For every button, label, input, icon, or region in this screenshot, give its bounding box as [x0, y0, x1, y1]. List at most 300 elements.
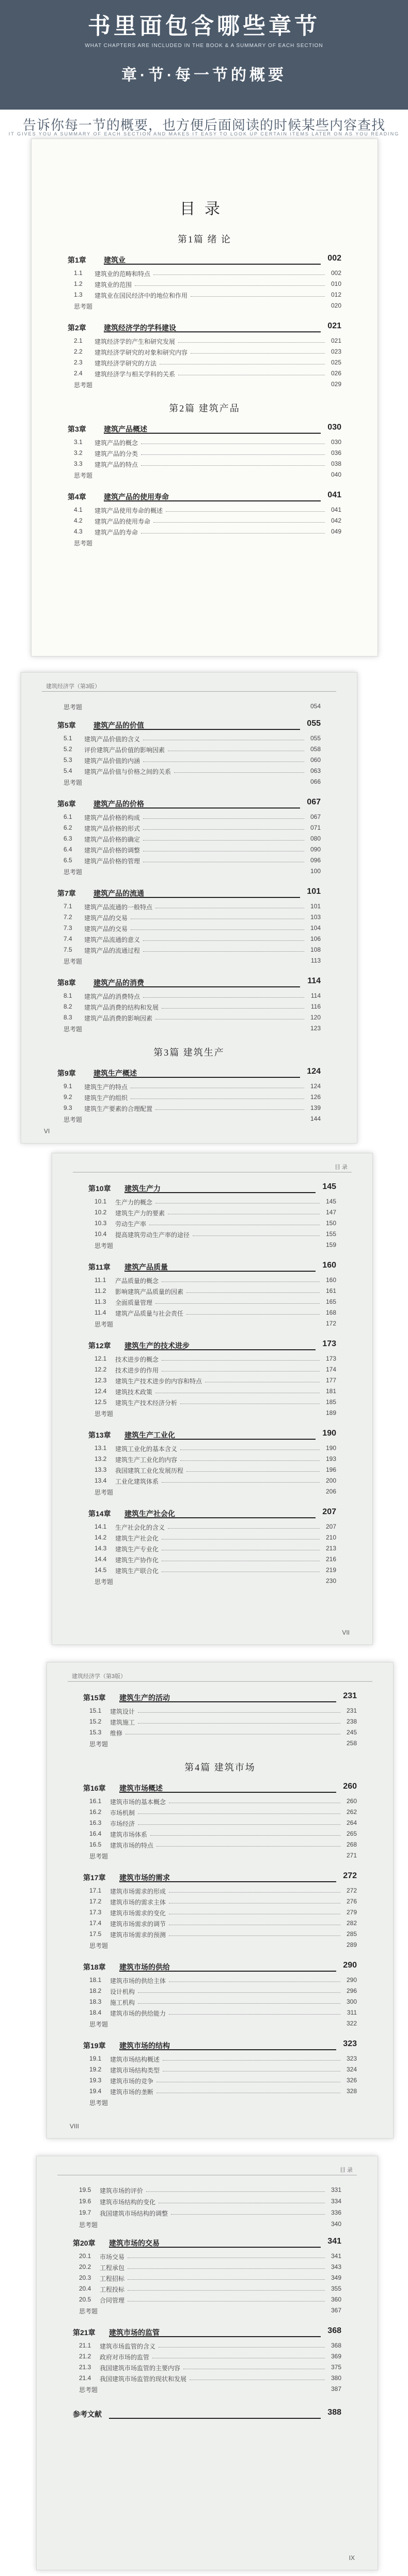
chapter-rule	[104, 331, 321, 332]
toc-chapter-title: 建筑产品的价格	[93, 800, 144, 808]
toc-chapter-title: 建筑市场的供给	[119, 1963, 170, 1971]
toc-section-title: 技术进步的作用	[115, 1367, 159, 1374]
toc-chapter-row[interactable]	[83, 1962, 357, 1973]
toc-chapter-row[interactable]	[57, 888, 321, 900]
toc-exercise-row	[64, 1115, 321, 1124]
toc-section-page: 023	[331, 348, 341, 355]
dot-leader	[162, 1360, 320, 1361]
chapter-rule	[124, 1517, 316, 1518]
dot-leader	[162, 1482, 320, 1483]
toc-section-title: 建筑生产力的要素	[115, 1210, 165, 1217]
toc-section-page: 116	[310, 1003, 321, 1010]
toc-section-row	[64, 835, 321, 844]
chapter-rule	[124, 1271, 316, 1272]
dot-leader	[155, 1109, 304, 1110]
toc-section-row	[89, 1976, 357, 1986]
toc-exercise-page: 066	[310, 778, 321, 785]
toc-section-title: 建筑产品的交易	[84, 914, 128, 922]
toc-section-page: 021	[331, 337, 341, 344]
toc-references-row[interactable]	[73, 2409, 341, 2420]
toc-chapter-title: 建筑生产的活动	[119, 1694, 170, 1702]
toc-chapter-number: 第16章	[83, 1784, 106, 1792]
dot-leader	[162, 1008, 304, 1009]
toc-chapter-number: 第5章	[57, 721, 76, 729]
toc-section-row	[95, 1220, 336, 1229]
toc-chapter-title: 建筑产品的价值	[93, 721, 144, 729]
toc-section-row	[79, 2209, 341, 2218]
toc-section-number: 11.1	[95, 1276, 106, 1284]
toc-section-title: 建筑业的范围	[95, 281, 132, 288]
toc-exercise-label: 思考题	[64, 1116, 83, 1123]
toc-section-row	[89, 2009, 357, 2018]
toc-chapter-row[interactable]	[83, 2040, 357, 2052]
toc-chapter-page: 260	[343, 1782, 357, 1791]
toc-section-number: 20.1	[79, 2252, 91, 2260]
toc-section-page: 279	[346, 1909, 357, 1916]
toc-section-number: 8.3	[64, 1014, 72, 1021]
toc-section-row	[74, 528, 341, 537]
toc-section-row	[64, 1104, 321, 1114]
toc-section-number: 11.3	[95, 1298, 106, 1305]
toc-section-title: 建筑产品价格的管理	[84, 858, 140, 865]
toc-section-title: 我国建筑工业化发展历程	[115, 1467, 184, 1474]
toc-section-row	[74, 449, 341, 459]
toc-section-page: 145	[325, 1198, 336, 1205]
toc-references-page: 388	[327, 2408, 341, 2417]
toc-section-row	[79, 2186, 341, 2196]
toc-section-number: 6.3	[64, 835, 72, 842]
toc-chapter-page: 368	[327, 2326, 341, 2335]
toc-section-title: 建筑生产工业化的内容	[115, 1456, 178, 1464]
toc-section-row	[95, 1455, 336, 1465]
toc-section-title: 建筑市场的供给能力	[110, 2010, 166, 2017]
toc-section-page: 262	[346, 1808, 357, 1816]
toc-section-row	[95, 1534, 336, 1543]
toc-section-row	[95, 1545, 336, 1554]
toc-section-row	[64, 1003, 321, 1012]
toc-section-row	[74, 438, 341, 448]
toc-section-page: 276	[346, 1898, 357, 1905]
toc-section-page: 002	[331, 269, 341, 277]
toc-section-page: 360	[331, 2296, 341, 2303]
toc-section-number: 16.2	[89, 1808, 102, 1816]
running-head: 目 录	[339, 2167, 353, 2173]
toc-section-title: 建筑经济学的产生和研究发展	[95, 338, 176, 345]
book-page	[36, 2156, 378, 2570]
toc-exercise-row	[74, 471, 341, 480]
toc-section-row	[89, 2087, 357, 2097]
toc-section-title: 建筑市场需求的调节	[110, 1920, 166, 1928]
toc-section-page: 090	[310, 846, 321, 853]
dot-leader	[131, 929, 304, 930]
toc-section-number: 13.3	[95, 1466, 107, 1473]
toc-exercise-label: 思考题	[79, 2386, 98, 2394]
toc-section-page: 139	[310, 1104, 321, 1111]
dot-leader	[169, 2014, 340, 2015]
toc-chapter-title: 建筑生产的技术进步	[124, 1342, 190, 1350]
toc-section-title: 建筑产品价值与价格之间的关系	[84, 768, 171, 775]
toc-section-number: 6.1	[64, 813, 72, 820]
chapter-rule	[104, 264, 321, 265]
chapter-rule	[109, 2247, 321, 2248]
toc-chapter-number: 第11章	[88, 1263, 111, 1271]
toc-section-title: 影响建筑产品质量的因素	[115, 1288, 184, 1295]
chapter-rule	[124, 1439, 316, 1440]
toc-section-number: 15.2	[89, 1718, 102, 1725]
toc-section-number: 20.4	[79, 2285, 91, 2292]
toc-chapter-page: 323	[343, 2039, 357, 2048]
toc-exercise-label: 思考题	[79, 2221, 98, 2229]
toc-chapter-page: 055	[307, 719, 321, 728]
toc-section-row	[64, 1093, 321, 1103]
dot-leader	[159, 2347, 325, 2348]
toc-section-page: 155	[325, 1230, 336, 1238]
toc-exercise-page: 271	[346, 1852, 357, 1859]
toc-section-number: 10.2	[95, 1209, 107, 1216]
toc-exercise-label: 思考题	[95, 1321, 114, 1328]
toc-chapter-row[interactable]	[68, 492, 341, 503]
toc-chapter-title: 建筑市场的交易	[109, 2239, 160, 2247]
toc-section-title: 建筑生产协作化	[115, 1557, 159, 1564]
page-number: VII	[342, 1629, 350, 1636]
toc-section-row	[79, 2198, 341, 2207]
toc-section-number: 21.1	[79, 2342, 91, 2349]
toc-section-page: 355	[331, 2285, 341, 2292]
toc-section-row	[64, 735, 321, 744]
toc-section-title: 市场经济	[110, 1820, 135, 1827]
toc-references-label: 参考文献	[73, 2410, 102, 2418]
toc-exercise-row	[74, 380, 341, 390]
toc-chapter-number: 第18章	[83, 1963, 106, 1971]
toc-exercise-page: 289	[346, 1941, 357, 1948]
toc-section-number: 14.3	[95, 1545, 107, 1552]
toc-section-page: 349	[331, 2274, 341, 2281]
toc-section-page: 177	[325, 1377, 336, 1384]
toc-chapter-row[interactable]	[57, 978, 321, 989]
toc-chapter-row[interactable]	[88, 1430, 336, 1441]
toc-chapter-row[interactable]	[57, 799, 321, 810]
toc-section-number: 2.2	[74, 348, 83, 355]
page-number: VI	[44, 1127, 50, 1135]
toc-section-page: 265	[346, 1830, 357, 1837]
toc-chapter-row[interactable]	[73, 2327, 341, 2339]
dot-leader	[143, 818, 304, 819]
toc-section-row	[95, 1466, 336, 1475]
toc-chapter-title: 建筑产品质量	[124, 1263, 168, 1271]
toc-chapter-page: 207	[322, 1507, 336, 1516]
dot-leader	[153, 522, 325, 523]
toc-section-title: 工业化建筑体系	[115, 1478, 159, 1485]
toc-section-page: 268	[346, 1841, 357, 1848]
toc-section-title: 建筑市场的竞争	[110, 2078, 154, 2085]
toc-section-title: 建筑市场的垄断	[110, 2089, 154, 2096]
toc-section-page: 036	[331, 449, 341, 456]
toc-exercise-row	[95, 1409, 336, 1419]
toc-exercise-label: 思考题	[89, 2021, 108, 2028]
toc-section-title: 我国建筑市场监管的主要内容	[100, 2365, 181, 2372]
toc-section-page: 324	[346, 2066, 357, 2073]
toc-section-title: 市场交易	[100, 2253, 125, 2261]
toc-section-title: 建筑产品价格的调整	[84, 847, 140, 854]
toc-section-title: 建筑市场的供给主体	[110, 1977, 166, 1985]
toc-exercise-row	[64, 778, 321, 787]
toc-section-row	[74, 506, 341, 515]
toc-section-number: 2.4	[74, 370, 83, 377]
dot-leader	[168, 1528, 320, 1529]
toc-section-number: 8.1	[64, 992, 72, 999]
toc-section-row	[95, 1566, 336, 1576]
toc-section-title: 技术进步的概念	[115, 1356, 159, 1363]
hero-banner	[0, 0, 408, 110]
toc-section-number: 17.3	[89, 1909, 102, 1916]
toc-section-number: 12.2	[95, 1366, 107, 1373]
running-head: 建筑经济学（第3版）	[72, 1673, 127, 1680]
toc-chapter-number: 第4章	[68, 493, 86, 501]
toc-section-title: 建筑市场体系	[110, 1831, 148, 1838]
toc-section-number: 6.2	[64, 824, 72, 831]
toc-heading: 目录	[180, 201, 229, 218]
toc-section-page: 219	[325, 1566, 336, 1574]
toc-section-page: 096	[310, 857, 321, 864]
dot-leader	[191, 353, 325, 354]
toc-chapter-number: 第10章	[88, 1184, 111, 1193]
toc-exercise-label: 思考题	[74, 382, 93, 389]
toc-section-title: 建筑市场需求的预测	[110, 1931, 166, 1939]
toc-chapter-row[interactable]	[83, 1693, 357, 1704]
dot-leader	[171, 2214, 325, 2215]
toc-section-page: 290	[346, 1976, 357, 1984]
toc-section-number: 8.2	[64, 1003, 72, 1010]
toc-section-number: 14.1	[95, 1523, 107, 1530]
toc-section-title: 建筑市场的需求主体	[110, 1899, 166, 1906]
toc-section-page: 341	[331, 2252, 341, 2260]
toc-section-title: 市场机制	[110, 1809, 135, 1817]
dot-leader	[138, 2003, 340, 2004]
dot-leader	[128, 2290, 325, 2291]
toc-section-row	[95, 1209, 336, 1218]
toc-section-title: 建筑产品价格的确定	[84, 836, 140, 843]
toc-chapter-row[interactable]	[88, 1183, 336, 1195]
toc-section-row	[89, 1808, 357, 1818]
toc-section-page: 238	[346, 1718, 357, 1725]
toc-section-page: 231	[346, 1707, 357, 1714]
toc-section-row	[74, 280, 341, 289]
toc-chapter-number: 第9章	[57, 1069, 76, 1077]
toc-chapter-page: 114	[307, 977, 321, 985]
toc-section-number: 21.2	[79, 2353, 91, 2360]
toc-section-row	[64, 813, 321, 822]
dot-leader	[138, 1813, 340, 1814]
toc-part-heading: 第4篇 建筑市场	[184, 1762, 256, 1773]
toc-section-title: 建筑生产的特点	[84, 1084, 128, 1091]
toc-section-row	[79, 2252, 341, 2262]
toc-chapter-row[interactable]	[88, 1508, 336, 1520]
chapter-rule	[119, 2049, 336, 2050]
toc-section-title: 建筑产品的概念	[95, 439, 138, 447]
toc-section-title: 建筑市场的特点	[110, 1842, 154, 1849]
toc-section-number: 5.4	[64, 767, 72, 774]
toc-exercise-page: 040	[331, 471, 341, 478]
toc-chapter-row[interactable]	[68, 424, 341, 435]
page-number: IX	[349, 2554, 355, 2562]
dot-leader	[155, 1303, 320, 1304]
toc-section-page: 120	[310, 1014, 321, 1021]
toc-section-title: 建筑生产技术经济分析	[115, 1399, 178, 1407]
toc-section-number: 7.5	[64, 946, 72, 953]
toc-section-number: 15.3	[89, 1729, 102, 1736]
toc-section-page: 114	[310, 992, 321, 999]
toc-chapter-row[interactable]	[57, 720, 321, 731]
book-page	[46, 1662, 394, 2139]
dot-leader	[166, 511, 325, 512]
toc-section-page: 328	[346, 2087, 357, 2095]
toc-exercise-row	[95, 1320, 336, 1329]
toc-section-number: 16.4	[89, 1830, 102, 1837]
toc-chapter-number: 第1章	[68, 256, 86, 264]
toc-section-title: 建筑产品价值的内涵	[84, 757, 140, 765]
toc-section-row	[89, 1919, 357, 1929]
toc-section-title: 建筑产品流通的一般特点	[84, 904, 153, 911]
toc-section-page: 323	[346, 2055, 357, 2062]
chapter-rule	[119, 1881, 336, 1882]
chapter-rule	[93, 1077, 300, 1078]
toc-chapter-page: 145	[322, 1182, 336, 1191]
toc-section-row	[79, 2274, 341, 2283]
toc-section-number: 7.1	[64, 903, 72, 910]
toc-section-row	[79, 2296, 341, 2305]
dot-leader	[143, 997, 304, 998]
toc-section-row	[64, 756, 321, 766]
toc-section-row	[95, 1523, 336, 1532]
toc-section-number: 14.5	[95, 1566, 107, 1574]
toc-section-page: 030	[331, 438, 341, 446]
toc-section-row	[64, 846, 321, 855]
toc-section-page: 108	[310, 946, 321, 953]
toc-chapter-title: 建筑市场概述	[119, 1784, 163, 1792]
toc-exercise-label: 思考题	[74, 540, 93, 547]
toc-section-number: 1.1	[74, 269, 83, 277]
toc-chapter-title: 建筑生产力	[124, 1184, 161, 1193]
toc-section-number: 19.2	[89, 2066, 102, 2073]
book-page	[31, 139, 378, 657]
dot-leader	[138, 1824, 340, 1825]
toc-section-title: 建筑经济学研究的对象和研究内容	[95, 349, 188, 356]
toc-section-row	[64, 1014, 321, 1023]
toc-section-row	[89, 1830, 357, 1839]
dot-leader	[128, 2279, 325, 2280]
toc-section-number: 5.1	[64, 735, 72, 742]
toc-section-row	[79, 2364, 341, 2373]
toc-section-number: 19.7	[79, 2209, 91, 2216]
toc-section-page: 042	[331, 517, 341, 524]
toc-section-page: 067	[310, 813, 321, 820]
toc-section-number: 17.1	[89, 1887, 102, 1894]
chapter-rule	[109, 2418, 321, 2419]
toc-section-title: 建筑产品的寿命	[95, 529, 138, 536]
toc-section-page: 300	[346, 1998, 357, 2005]
dot-leader	[141, 454, 325, 455]
running-head: 建筑经济学（第3版）	[46, 683, 101, 690]
toc-section-row	[74, 460, 341, 469]
dot-leader	[186, 1292, 320, 1293]
toc-exercise-row	[89, 2098, 357, 2108]
toc-section-page: 334	[331, 2198, 341, 2205]
running-head: 目 录	[334, 1164, 348, 1170]
toc-section-page: 101	[310, 903, 321, 910]
toc-chapter-title: 建筑业	[104, 256, 125, 264]
toc-chapter-row[interactable]	[68, 323, 341, 334]
toc-section-title: 合同管理	[100, 2297, 125, 2304]
toc-section-row	[95, 1388, 336, 1397]
toc-exercise-page: 189	[325, 1409, 336, 1416]
toc-section-number: 12.4	[95, 1388, 107, 1395]
toc-section-number: 20.2	[79, 2263, 91, 2270]
toc-section-number: 6.4	[64, 846, 72, 853]
toc-section-row	[64, 745, 321, 755]
page-number: VIII	[70, 2123, 80, 2130]
toc-exercise-page: 322	[346, 2020, 357, 2027]
toc-chapter-title: 建筑产品的流通	[93, 889, 144, 897]
toc-section-row	[95, 1309, 336, 1318]
toc-section-page: 264	[346, 1819, 357, 1826]
toc-section-number: 10.3	[95, 1220, 107, 1227]
toc-section-title: 政府对市场的监管	[100, 2354, 150, 2361]
toc-chapter-row[interactable]	[73, 2238, 341, 2249]
toc-section-title: 劳动生产率	[115, 1221, 147, 1228]
toc-section-page: 343	[331, 2263, 341, 2270]
toc-chapter-row[interactable]	[83, 1872, 357, 1884]
toc-section-page: 369	[331, 2353, 341, 2360]
toc-chapter-row[interactable]	[68, 255, 341, 266]
toc-exercise-row	[64, 703, 321, 712]
dot-leader	[143, 951, 304, 952]
toc-section-number: 19.1	[89, 2055, 102, 2062]
toc-chapter-row[interactable]	[83, 1783, 357, 1794]
toc-exercise-row	[95, 1488, 336, 1497]
dot-leader	[143, 829, 304, 830]
toc-chapter-title: 建筑市场的需求	[119, 1873, 170, 1882]
toc-exercise-page: 387	[331, 2385, 341, 2392]
toc-chapter-row[interactable]	[57, 1068, 321, 1079]
toc-section-number: 18.2	[89, 1987, 102, 1994]
toc-section-title: 工程投标	[100, 2286, 125, 2293]
toc-exercise-label: 思考题	[95, 1489, 114, 1496]
toc-section-number: 16.5	[89, 1841, 102, 1848]
toc-section-title: 建筑业的范畴和特点	[95, 270, 151, 278]
toc-chapter-row[interactable]	[88, 1340, 336, 1352]
toc-section-number: 6.5	[64, 857, 72, 864]
toc-section-page: 200	[325, 1477, 336, 1484]
toc-chapter-title: 建筑产品概述	[104, 425, 147, 433]
toc-section-number: 13.2	[95, 1455, 107, 1462]
toc-exercise-page: 054	[310, 703, 321, 710]
toc-section-title: 产品质量的概念	[115, 1277, 159, 1285]
toc-section-number: 4.2	[74, 517, 83, 524]
toc-chapter-row[interactable]	[88, 1262, 336, 1273]
toc-section-row	[89, 1797, 357, 1807]
dot-leader	[169, 1892, 340, 1893]
toc-part-heading: 第1篇 绪 论	[178, 234, 231, 245]
toc-section-page: 012	[331, 291, 341, 298]
toc-exercise-page: 258	[346, 1740, 357, 1747]
chapter-rule	[119, 1971, 336, 1972]
toc-exercise-row	[64, 1025, 321, 1034]
toc-chapter-number: 第14章	[88, 1510, 111, 1518]
toc-section-row	[95, 1377, 336, 1386]
toc-section-number: 11.2	[95, 1287, 106, 1294]
toc-section-number: 19.3	[89, 2077, 102, 2084]
book-page	[21, 672, 357, 1144]
